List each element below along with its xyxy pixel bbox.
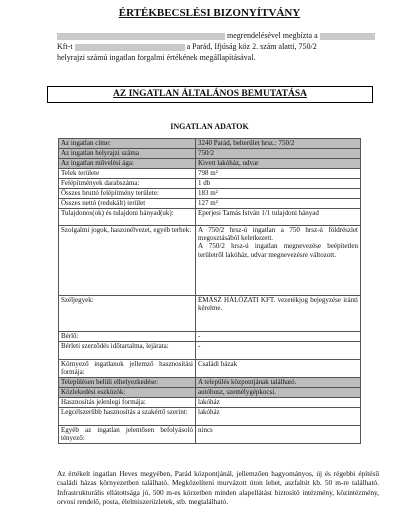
table-row xyxy=(59,179,361,189)
table-row xyxy=(59,408,361,426)
table-row xyxy=(59,342,361,360)
property-label: Összes bruttó felépítmény területe: xyxy=(59,189,196,199)
property-value xyxy=(196,378,361,388)
property-label: Felépítmények darabszáma: xyxy=(59,179,196,189)
table-row xyxy=(59,139,361,149)
property-value xyxy=(196,179,361,189)
property-label: Telek területe xyxy=(59,169,196,179)
intro-line-1-text: megrendelésével megbízta a xyxy=(227,31,318,40)
property-value-text: A 750/2 hrsz-ú ingatlan a 750 hrsz-ú földrészlet megosztásából keletkezett. xyxy=(198,226,358,243)
section-subheading: INGATLAN ADATOK xyxy=(170,122,249,131)
redacted-text xyxy=(57,33,225,40)
table-row xyxy=(59,226,361,296)
property-value-text: 3240 Parád, belterület hrsz.: 750/2 xyxy=(198,139,295,147)
property-value xyxy=(196,360,361,378)
property-value xyxy=(196,332,361,342)
table-row xyxy=(59,296,361,332)
property-value-text-2: A 750/2 hrsz-ú ingatlan megnevezése beépítetlen területről lakóház, udvar megnevezésre változott. xyxy=(198,242,358,259)
property-label: Településen belüli elhelyezkedése: xyxy=(59,378,196,388)
property-value-text: A település központjának található. xyxy=(198,378,297,386)
property-value-text: 1 db xyxy=(198,179,211,187)
table-row xyxy=(59,149,361,159)
table-row xyxy=(59,199,361,209)
property-value xyxy=(196,189,361,199)
property-value-text: Családi házak xyxy=(198,360,238,368)
property-value-text: autóbusz, személygépkocsi. xyxy=(198,388,276,396)
property-value xyxy=(196,159,361,169)
property-value-text: lakóház xyxy=(198,408,220,416)
document-title: ÉRTÉKBECSLÉSI BIZONYÍTVÁNY xyxy=(118,7,301,19)
property-value-text: ÉMÁSZ HÁLÓZATI KFT. vezetékjog bejegyzése iránti kérelme. xyxy=(198,296,358,313)
property-label: Bérlő: xyxy=(59,332,196,342)
property-value-text: - xyxy=(198,332,201,340)
property-label: Tulajdonos(ok) és tulajdoni hányad(uk): xyxy=(59,209,196,226)
property-value-text: - xyxy=(198,342,201,350)
table-row xyxy=(59,398,361,408)
redacted-text xyxy=(320,33,375,40)
property-value xyxy=(196,139,361,149)
property-data-table xyxy=(58,138,361,444)
intro-line-1 xyxy=(57,30,375,41)
property-label: Egyéb az ingatlan jelentősen befolyásoló tényező: xyxy=(59,426,196,444)
property-label: Szolgalmi jogok, haszonélvezet, egyéb terhek: xyxy=(59,226,196,296)
redacted-text xyxy=(75,44,185,51)
property-label: Az ingatlan művelési ága: xyxy=(59,159,196,169)
property-value xyxy=(196,426,361,444)
intro-line-2-prefix: Kft-t xyxy=(57,42,73,51)
table-row xyxy=(59,209,361,226)
property-value-text: 798 m² xyxy=(198,169,218,177)
property-label: Közlekedési eszközök: xyxy=(59,388,196,398)
property-value xyxy=(196,209,361,226)
property-value xyxy=(196,398,361,408)
property-label: Az ingatlan címe: xyxy=(59,139,196,149)
property-value-text: lakóház xyxy=(198,398,220,406)
property-value-text: 750/2 xyxy=(198,149,214,157)
table-row xyxy=(59,426,361,444)
property-label: Legcélszerűbb hasznosítás a szakértő szerint: xyxy=(59,408,196,426)
property-value-text: nincs xyxy=(198,426,213,434)
property-label: Összes nettó (redukált) terület xyxy=(59,199,196,209)
property-value-text: Eperjesi Tamás István 1/1 tulajdoni hányad xyxy=(198,209,319,217)
property-value-text: 183 m² xyxy=(198,189,218,197)
property-value xyxy=(196,296,361,332)
intro-line-3: helyrajzi számú ingatlan forgalmi értékének megállapításával. xyxy=(57,53,256,62)
table-row xyxy=(59,169,361,179)
table-row xyxy=(59,332,361,342)
property-value-text: 127 m² xyxy=(198,199,218,207)
property-label: Széljegyek: xyxy=(59,296,196,332)
property-value xyxy=(196,388,361,398)
property-value xyxy=(196,226,361,296)
property-value xyxy=(196,199,361,209)
intro-line-2 xyxy=(57,41,375,52)
property-label: Az ingatlan helyrajzi száma xyxy=(59,149,196,159)
intro-paragraph xyxy=(57,30,375,63)
intro-line-2-text: a Parád, Ifjúság köz 2. szám alatti, 750/2 xyxy=(186,42,317,51)
description-paragraph: Az értékelt ingatlan Heves megyében, Parád központjánál, jellemzően hagyományos, új és régebbi építésű családi házas környezetben található. Megközelíteni murvázott úton lehet, aszfaltút kb. 50 m-re található. Infrastrukturális ellátottsága jó, 500 m-es körzetben minden alapellátást biztosító intézmény, közintézmény, orvosi rendelő, posta, élelmiszerüzletek, stb. megtalálható. xyxy=(57,469,379,506)
property-value-text: Kivett lakóház, udvar xyxy=(198,159,259,167)
property-value xyxy=(196,342,361,360)
property-label: Környező ingatlanok jellemző hasznosítási formája: xyxy=(59,360,196,378)
section-heading: AZ INGATLAN ÁLTALÁNOS BEMUTATÁSA xyxy=(47,86,373,103)
table-row xyxy=(59,378,361,388)
property-label: Hasznosítás jelenlegi formája: xyxy=(59,398,196,408)
table-row xyxy=(59,388,361,398)
table-row xyxy=(59,159,361,169)
property-label: Bérleti szerződés időtartalma, lejárata: xyxy=(59,342,196,360)
table-row xyxy=(59,360,361,378)
table-row xyxy=(59,189,361,199)
property-value xyxy=(196,169,361,179)
property-value xyxy=(196,408,361,426)
property-value xyxy=(196,149,361,159)
